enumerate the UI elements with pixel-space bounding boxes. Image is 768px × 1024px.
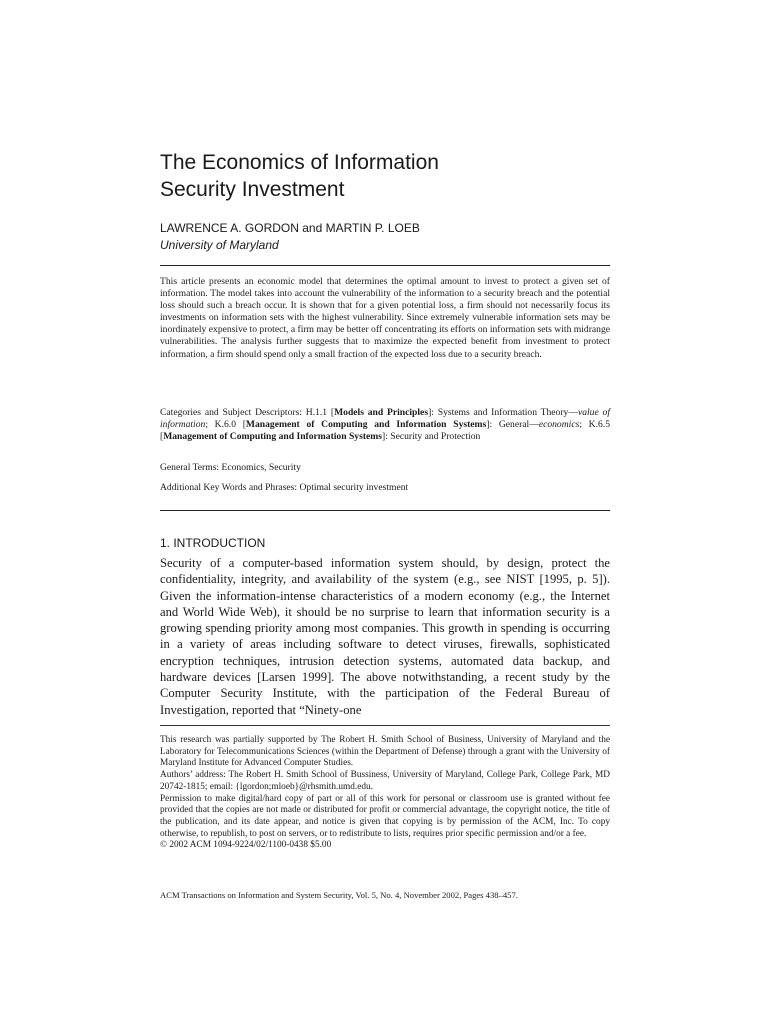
categories-text-4: ; K.6.5 [ [160,419,611,443]
footnote-address: Authors’ address: The Robert H. Smith School of Bussiness, University of Maryland, College Park, College Park, MD 20742-1815; email: {lgordon;mloeb}@rhsmith.umd.edu. [160,770,610,792]
authors: LAWRENCE A. GORDON and MARTIN P. LOEB [160,221,420,235]
footnote-support: This research was partially supported by The Robert H. Smith School of Business, University of Maryland and the Laboratory for Telecommunications Sciences (within the Department of Defense) through a grant with the University of Maryland Institute for Advanced Computer Studies. [160,735,610,769]
categories-text-2: ; K.6.0 [ [205,419,246,431]
footnote-rule [160,725,610,726]
categories-text-1: ]: Systems and Information Theory— [428,407,578,418]
title-line-2: Security Investment [160,178,345,201]
section-heading-introduction: 1. INTRODUCTION [160,536,266,550]
affiliation: University of Maryland [160,238,279,252]
category-management-1: Management of Computing and Information Systems [245,419,487,431]
categories-prefix: Categories and Subject Descriptors: H.1.1 [ [160,407,335,418]
paper-title [160,149,610,203]
introduction-paragraph: Security of a computer-based information system should, by design, protect the confidentiality, integrity, and availability of the system (e.g., see NIST [1995, p. 5]). Given the information-intense characteristics of a modern economy (e.g., the Internet and World Wide Web), it should be no surprise to learn that information security is a growing spending priority among most companies. This growth in spending is occurring in a variety of areas including software to detect viruses, firewalls, sophisticated encryption techniques, intrusion detection systems, automated data backup, and hardware devices [Larsen 1999]. The above notwithstanding, a recent study by the Computer Security Institute, with the participation of the Federal Bureau of Investigation, reported that “Ninety-one [160,556,610,717]
categories-text-3: ]: General— [486,419,539,431]
general-terms: General Terms: Economics, Security [160,462,301,473]
category-models-principles: Models and Principles [334,407,429,418]
additional-keywords: Additional Key Words and Phrases: Optimal security investment [160,482,409,493]
footnote-permission: Permission to make digital/hard copy of part or all of this work for personal or classroom use is granted without fee provided that the copies are not made or distributed for profit or commercial advantage, the copyright notice, the title of the publication, and its date appear, and notice is given that copying is by permission of the ACM, Inc. To copy otherwise, to republish, to post on servers, or to redistribute to lists, requires prior specific permission and/or a fee. [160,793,610,839]
title-line-1: The Economics of Information [160,151,439,174]
categories-text-5: ]: Security and Protection [382,431,481,443]
categories-descriptors [160,407,610,443]
abstract: This article presents an economic model that determines the optimal amount to invest to protect a given set of information. The model takes into account the vulnerability of the information to a security breach and the potential loss should such a breach occur. It is shown that for a given potential loss, a firm should not necessarily focus its investments on information sets with the highest vulnerability. Since extremely vulnerable information sets may be inordinately expensive to protect, a firm may be better off concentrating its efforts on information sets with midrange vulnerabilities. The analysis further suggests that to maximize the expected benefit from investment to protect information, a firm should spend only a small fraction of the expected loss due to a security breach. [160,276,610,360]
footnote [160,735,610,852]
category-value-of-information: value of information [160,407,610,431]
category-management-2: Management of Computing and Information Systems [163,431,382,443]
category-economics: economics [538,419,580,431]
journal-citation: ACM Transactions on Information and System Security, Vol. 5, No. 4, November 2002, Pages 438–457. [160,890,518,900]
footnote-copyright: © 2002 ACM 1094-9224/02/1100-0438 $5.00 [160,840,332,851]
top-rule [160,265,610,266]
bottom-rule [160,510,610,511]
